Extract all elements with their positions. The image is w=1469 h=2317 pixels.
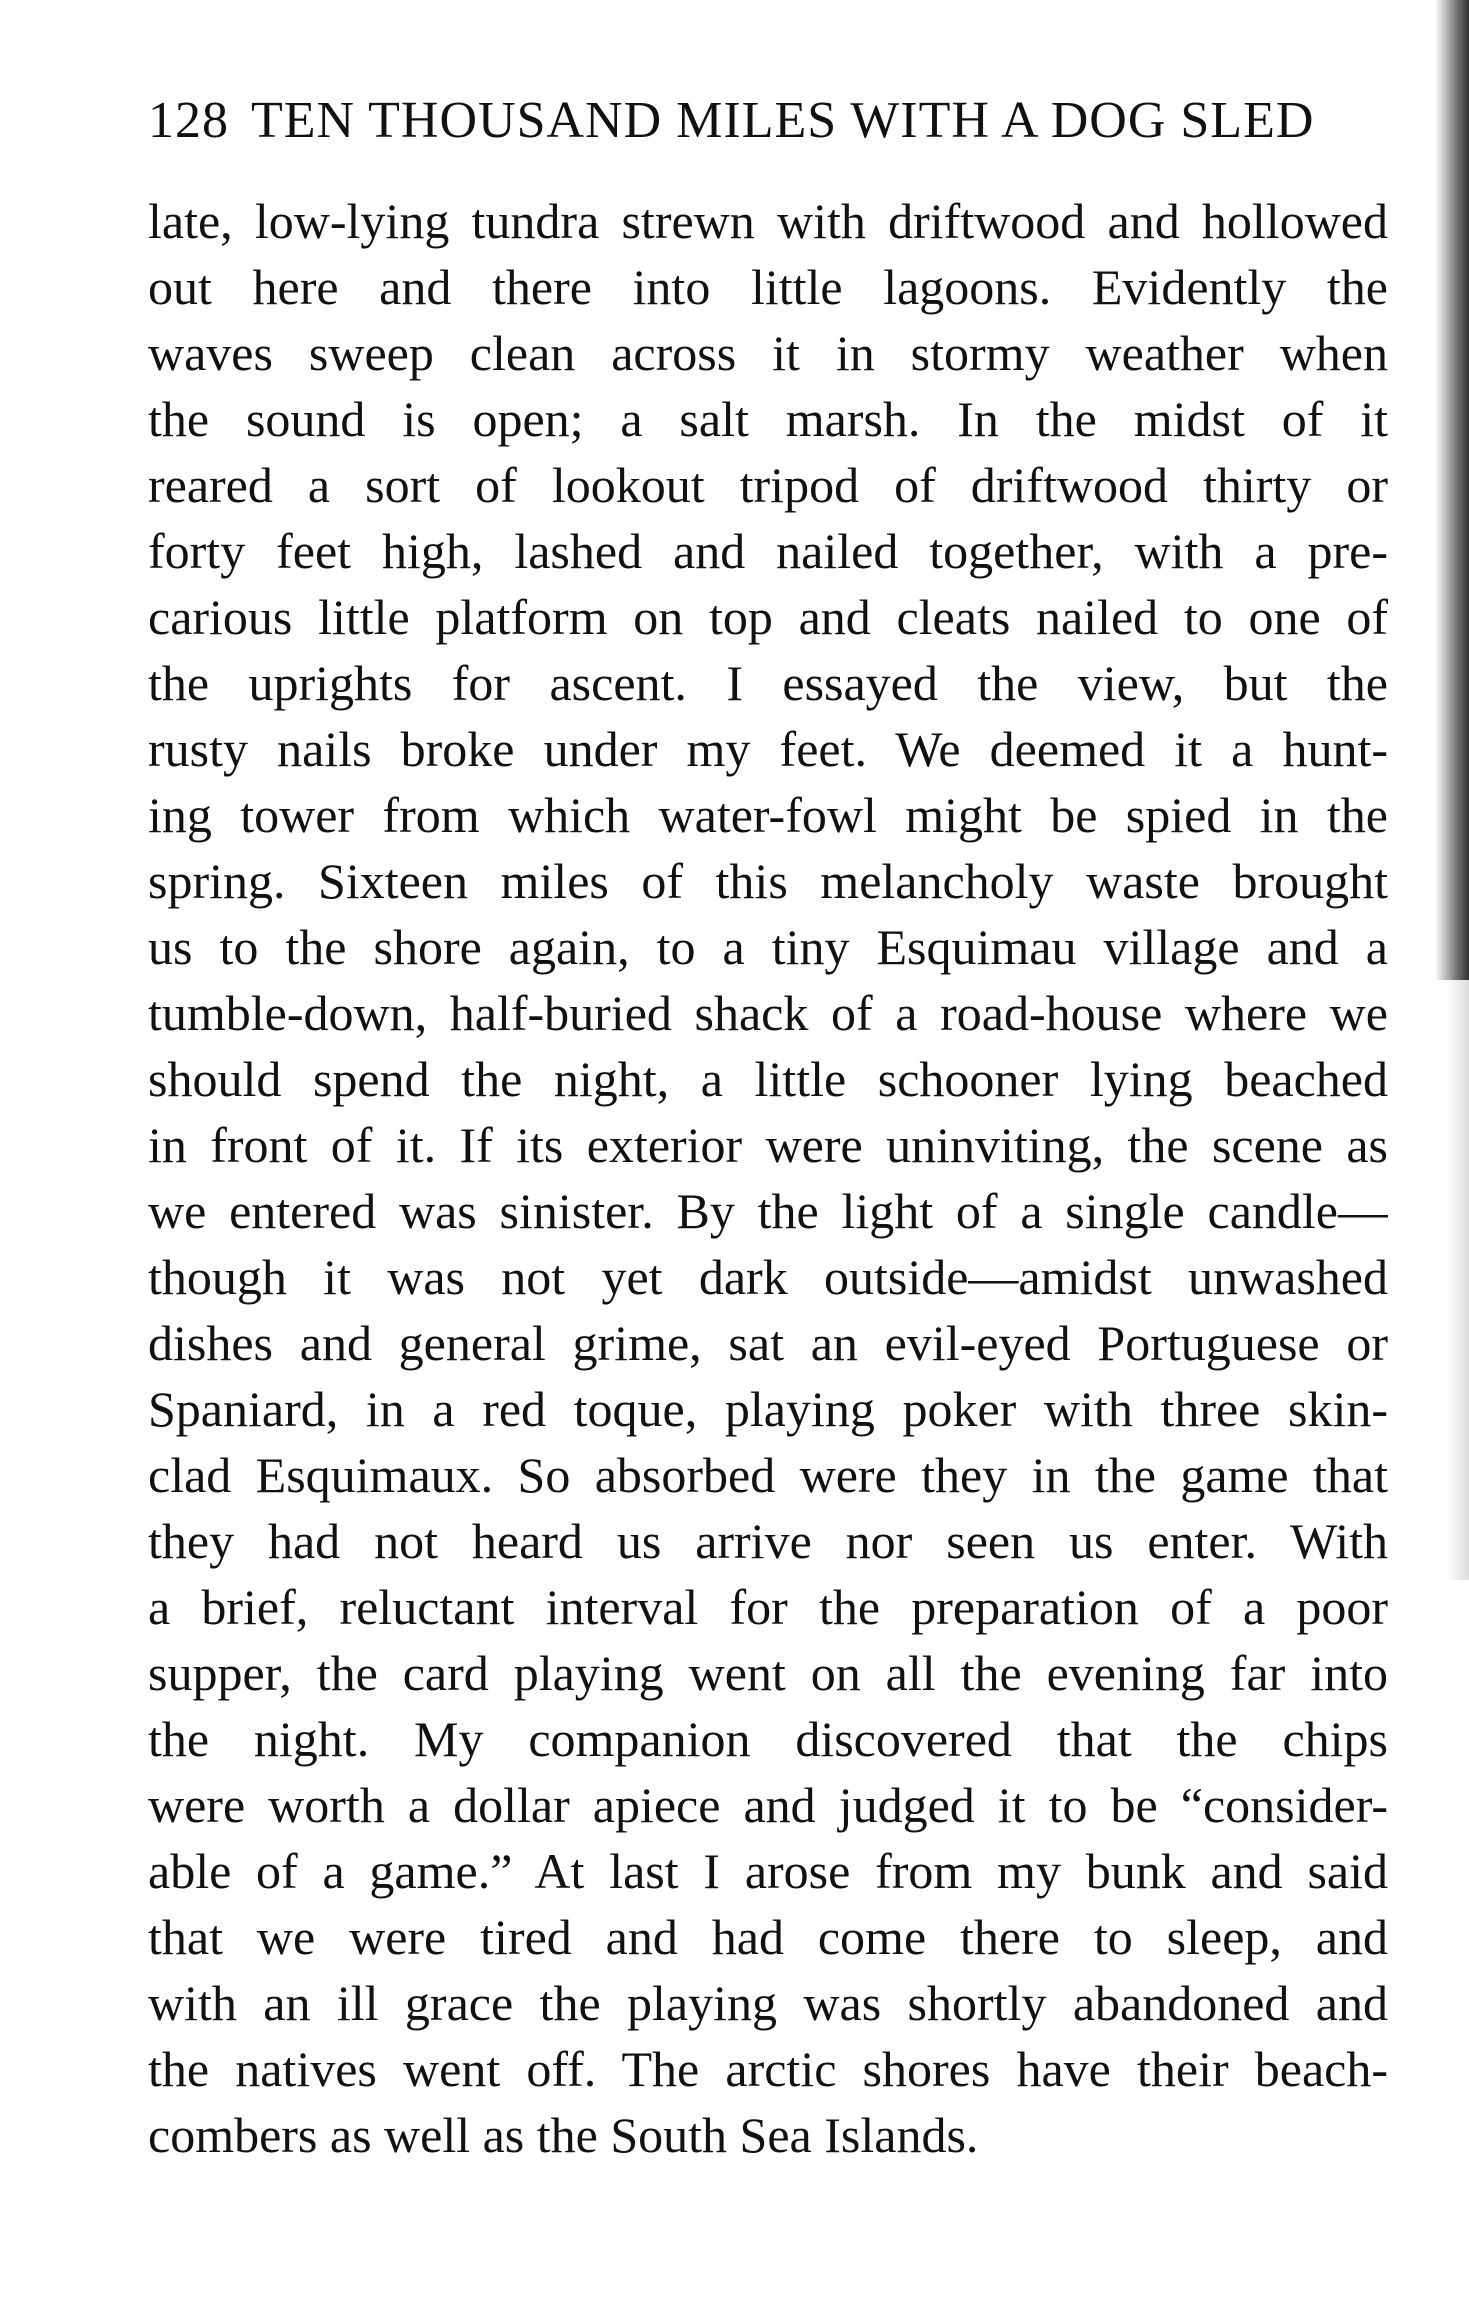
text-line: supper, the card playing went on all the evening far into [148, 1645, 1388, 1701]
text-line: the night. My companion discovered that the chips [148, 1711, 1388, 1767]
text-line: rusty nails broke under my feet. We deemed it a hunt- [148, 721, 1388, 777]
text-line: ing tower from which water-fowl might be spied in the [148, 787, 1388, 843]
text-line: able of a game.” At last I arose from my bunk and said [148, 1843, 1388, 1899]
text-line: waves sweep clean across it in stormy weather when [148, 325, 1388, 381]
text-line: Spaniard, in a red toque, playing poker with three skin- [148, 1381, 1388, 1437]
text-line: though it was not yet dark outside—amidst unwashed [148, 1249, 1388, 1305]
text-line: in front of it. If its exterior were uninviting, the scene as [148, 1117, 1388, 1173]
text-line-last: combers as well as the South Sea Islands. [148, 2107, 979, 2163]
running-head [148, 86, 1378, 156]
text-line: us to the shore again, to a tiny Esquimau village and a [148, 919, 1388, 975]
text-line: the uprights for ascent. I essayed the view, but the [148, 655, 1388, 711]
binding-shadow [1435, 0, 1469, 980]
text-line: dishes and general grime, sat an evil-eyed Portuguese or [148, 1315, 1388, 1371]
text-line: a brief, reluctant interval for the preparation of a poor [148, 1579, 1388, 1635]
text-line: that we were tired and had come there to sleep, and [148, 1909, 1388, 1965]
text-line: tumble-down, half-buried shack of a road-house where we [148, 985, 1388, 1041]
text-line: clad Esquimaux. So absorbed were they in the game that [148, 1447, 1388, 1503]
text-line: they had not heard us arrive nor seen us enter. With [148, 1513, 1388, 1569]
text-line: we entered was sinister. By the light of a single candle— [148, 1183, 1388, 1239]
text-line: reared a sort of lookout tripod of driftwood thirty or [148, 457, 1388, 513]
text-line: with an ill grace the playing was shortly abandoned and [148, 1975, 1388, 2031]
text-line: were worth a dollar apiece and judged it to be “consider- [148, 1777, 1388, 1833]
body-text [148, 188, 1388, 2168]
binding-shadow-lower [1447, 980, 1469, 1580]
text-line: the natives went off. The arctic shores have their beach- [148, 2041, 1388, 2097]
text-line: spring. Sixteen miles of this melancholy waste brought [148, 853, 1388, 909]
text-line: out here and there into little lagoons. Evidently the [148, 259, 1388, 315]
page-number: 128 [148, 92, 229, 149]
text-line: carious little platform on top and cleats nailed to one of [148, 589, 1388, 645]
text-line: late, low-lying tundra strewn with driftwood and hollowed [148, 193, 1388, 249]
running-title: TEN THOUSAND MILES WITH A DOG SLED [251, 92, 1315, 149]
text-line: forty feet high, lashed and nailed together, with a pre- [148, 523, 1388, 579]
text-line: the sound is open; a salt marsh. In the midst of it [148, 391, 1388, 447]
text-line: should spend the night, a little schooner lying beached [148, 1051, 1388, 1107]
